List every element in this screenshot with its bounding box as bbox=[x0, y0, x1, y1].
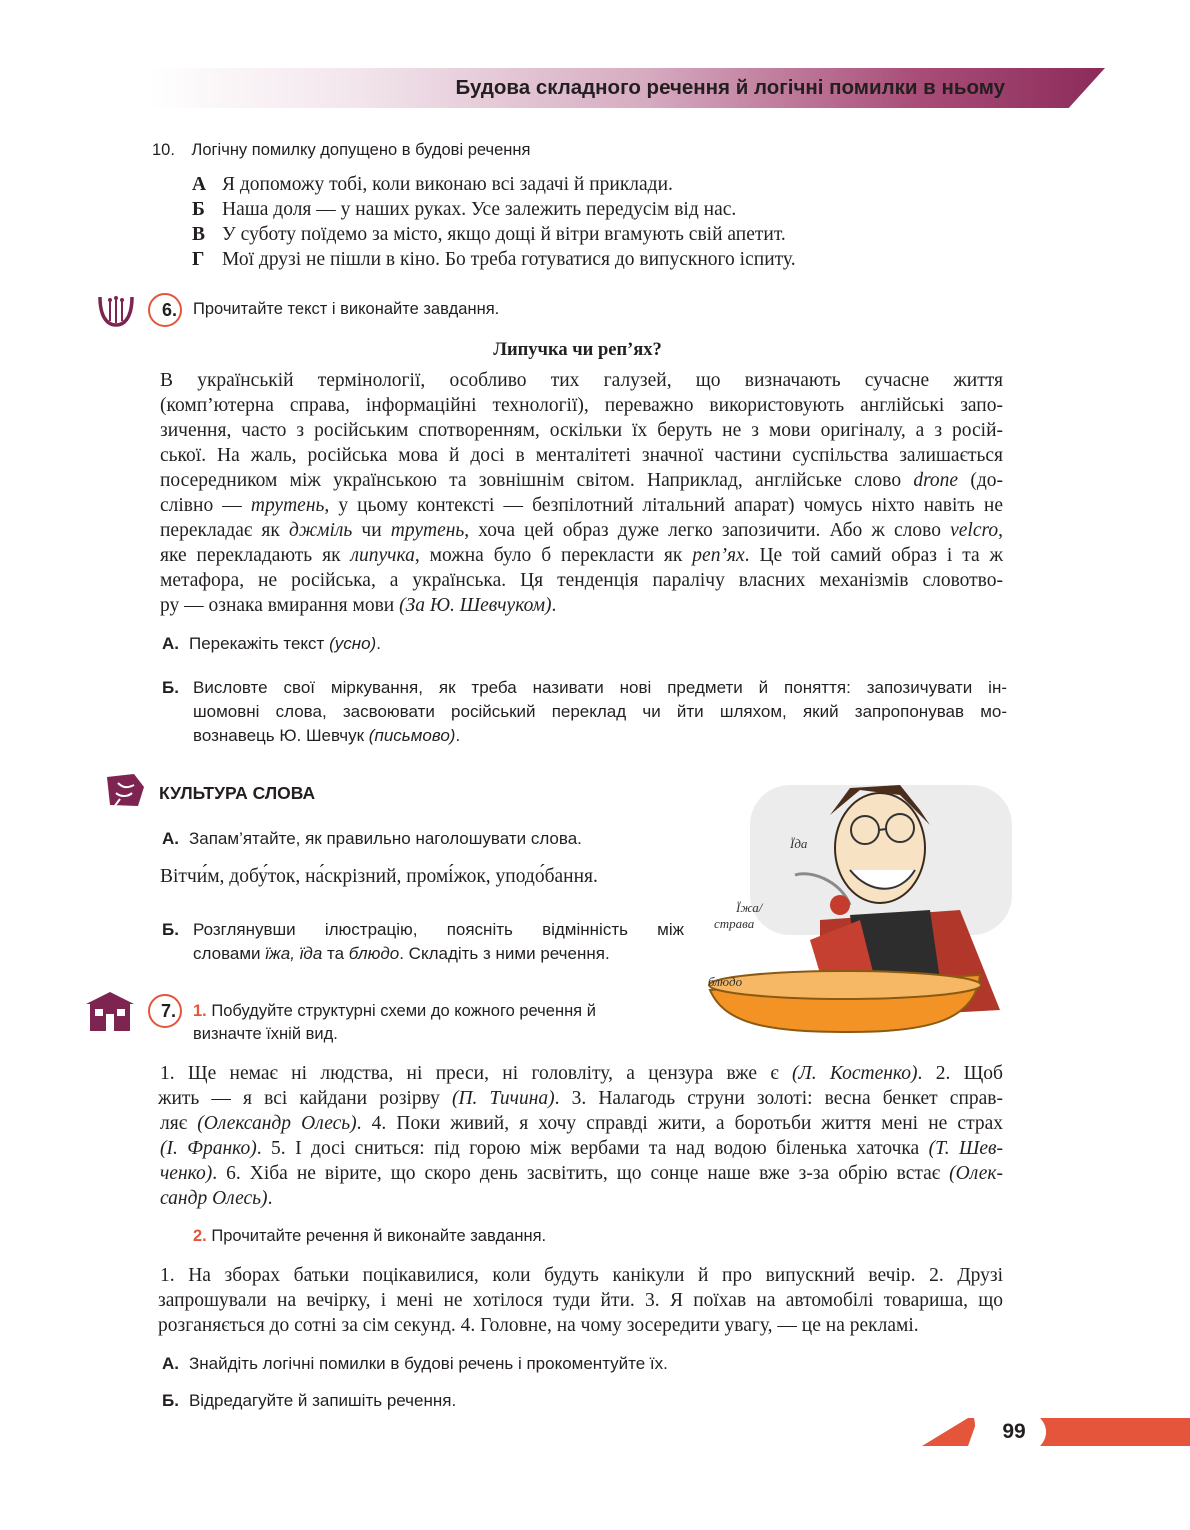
option-h[interactable]: Г Мої друзі не пішли в кіно. Бо треба готуватися до випускного іспиту. bbox=[192, 249, 796, 270]
label-strava: страва bbox=[714, 916, 755, 931]
lyre-icon bbox=[96, 291, 136, 331]
label-bliudo: блюдо bbox=[708, 974, 743, 989]
text-line: (І. Франко). 5. І досі сниться: під горою між вербами та над водою біленька хаточка (Т. Шев- bbox=[160, 1138, 1003, 1159]
option-b[interactable]: Б Наша доля — у наших руках. Усе залежить передусім від нас. bbox=[192, 199, 737, 220]
stressed-words: Вітчи́м, добу́ток, на́скрізний, промі́жок, уподо́бання. bbox=[160, 866, 598, 887]
text-line: ченко). 6. Хіба не вірите, що скоро день засвітить, що сонце наше вже з-за обрію встає (Олек- bbox=[160, 1163, 1003, 1184]
text-line: Висловте свої міркування, як треба називати нові предмети й поняття: запозичувати ін- bbox=[193, 678, 1007, 697]
page-number: 99 bbox=[1002, 1420, 1026, 1443]
subtask-6a: А. Перекажіть текст (усно). bbox=[162, 634, 381, 653]
task-7-part2-sentences bbox=[160, 1263, 1003, 1338]
text-line: (комп’ютерна справа, інформаційні технології), переважно використовують англійські запо- bbox=[160, 395, 1003, 416]
text-line: ру — ознака вмирання мови (За Ю. Шевчуком). bbox=[160, 595, 557, 616]
text-line: посередником між українською та зовнішнім світом. Наприклад, англійське слово drone (до- bbox=[160, 470, 1003, 491]
culture-subtask-b: Б. Розглянувши ілюстрацію, поясніть відмінність між словами їжа, їда та блюдо. Складіть з ними речення. bbox=[162, 918, 684, 966]
text-line: слівно — трутень, у цьому контексті — безпілотний літальний апарат) чомусь ніхто навіть не bbox=[160, 495, 1003, 516]
text-line: розганяється до сотні за сім секунд. 4. Головне, на чому зосередити увагу, — це на рекламі. bbox=[158, 1315, 919, 1336]
text-line: жить — я всі кайдани розірву (П. Тичина). 3. Налагодь струни золоті: весна бенкет справ- bbox=[158, 1088, 1003, 1109]
task-7-sentences bbox=[160, 1061, 1003, 1211]
answer-options bbox=[192, 172, 796, 272]
task-6-number: 6. bbox=[162, 300, 178, 320]
task-7-part2-instruction: 2. Прочитайте речення й виконайте завдання. bbox=[193, 1227, 547, 1245]
culture-subtask-a: А. Запам’ятайте, як правильно наголошувати слова. bbox=[162, 829, 582, 848]
text-line: ської. На жаль, російська мова й досі в менталітеті значної частини суспільства залишається bbox=[160, 445, 1003, 466]
house-icon bbox=[84, 990, 136, 1032]
culture-heading: КУЛЬТУРА СЛОВА bbox=[159, 783, 316, 803]
question-text: Логічну помилку допущено в будові речення bbox=[191, 141, 531, 159]
task-7-subtask-b: Б. Відредагуйте й запишіть речення. bbox=[162, 1391, 457, 1410]
text-paragraph bbox=[160, 368, 1003, 393]
text-line: 1. На зборах батьки поцікавилися, коли будуть канікули й про випускний вечір. 2. Друзі bbox=[160, 1265, 1003, 1286]
task-7-number: 7. bbox=[161, 1001, 177, 1021]
text-line: яке перекладають як липучка, можна було б перекласти як реп’ях. Це той самий образ і та ж bbox=[160, 545, 1004, 566]
text-line: ляє (Олександр Олесь). 4. Поки живий, я хочу справді жити, а боротьби життя мені не страх bbox=[160, 1113, 1003, 1134]
text-title: Липучка чи реп’ях? bbox=[493, 340, 662, 360]
text-line: Розглянувши ілюстрацію, поясніть відмінність між bbox=[193, 920, 684, 939]
page-number-band bbox=[922, 1417, 1190, 1447]
task-7-subtask-a: А. Знайдіть логічні помилки в будові речень і прокоментуйте їх. bbox=[162, 1354, 668, 1373]
eating-man-illustration bbox=[700, 770, 1012, 1040]
chapter-title: Будова складного речення й логічні помилки в ньому bbox=[455, 76, 1005, 99]
text-line: запрошували на вечірку, і мені не хотілося туди йти. 3. Я поїхав на автомобілі товариша, що bbox=[158, 1290, 1003, 1311]
text-line: зичення, часто з російським спотворенням, оскільки їх беруть не з мови оригіналу, а з росій- bbox=[160, 420, 1003, 441]
text-line: 1. Ще немає ні людства, ні преси, ні головліту, а цензура вже є (Л. Костенко). 2. Щоб bbox=[160, 1063, 1003, 1084]
option-a[interactable]: А Я допоможу тобі, коли виконаю всі задачі й приклади. bbox=[192, 174, 673, 195]
text-line: метафора, не російська, а українська. Ця тенденція паралічу власних механізмів словотво- bbox=[160, 570, 1003, 591]
text-line: перекладає як джміль чи трутень, хоча цей образ дуже легко запозичити. Або ж слово velcro, bbox=[160, 520, 1003, 541]
subtask-6b: Б. Висловте свої міркування, як треба називати нові предмети й поняття: запозичувати ін- шомовні слова, засвоювати російський переклад чи йти шляхом, який запропонував мо- вознавець Ю. Шевчук (письмово). bbox=[162, 676, 1007, 748]
text-line: В українській термінології, особливо тих галузей, що визначають сучасне життя bbox=[160, 370, 1003, 391]
option-v[interactable]: В У суботу поїдемо за місто, якщо дощі й вітри вгамують свій апетит. bbox=[192, 224, 786, 245]
label-ida: Їда bbox=[790, 836, 808, 851]
question-10 bbox=[152, 141, 530, 160]
culture-icon bbox=[104, 771, 146, 809]
text-line: вознавець Ю. Шевчук (письмово). bbox=[193, 726, 461, 745]
task-6-instruction: Прочитайте текст і виконайте завдання. bbox=[193, 300, 500, 318]
text-line: словами їжа, їда та блюдо. Складіть з ними речення. bbox=[193, 944, 610, 963]
text-line: шомовні слова, засвоювати російський переклад чи йти шляхом, який запропонував мо- bbox=[193, 702, 1007, 721]
task-7-part1-instruction: 1. Побудуйте структурні схеми до кожного речення й визначте їхній вид. bbox=[193, 1002, 596, 1043]
text-line: сандр Олесь). bbox=[160, 1188, 273, 1209]
question-number: 10. bbox=[152, 141, 175, 159]
text-paragraph-body bbox=[160, 393, 1003, 618]
label-izha: Їжа/ bbox=[736, 900, 763, 915]
